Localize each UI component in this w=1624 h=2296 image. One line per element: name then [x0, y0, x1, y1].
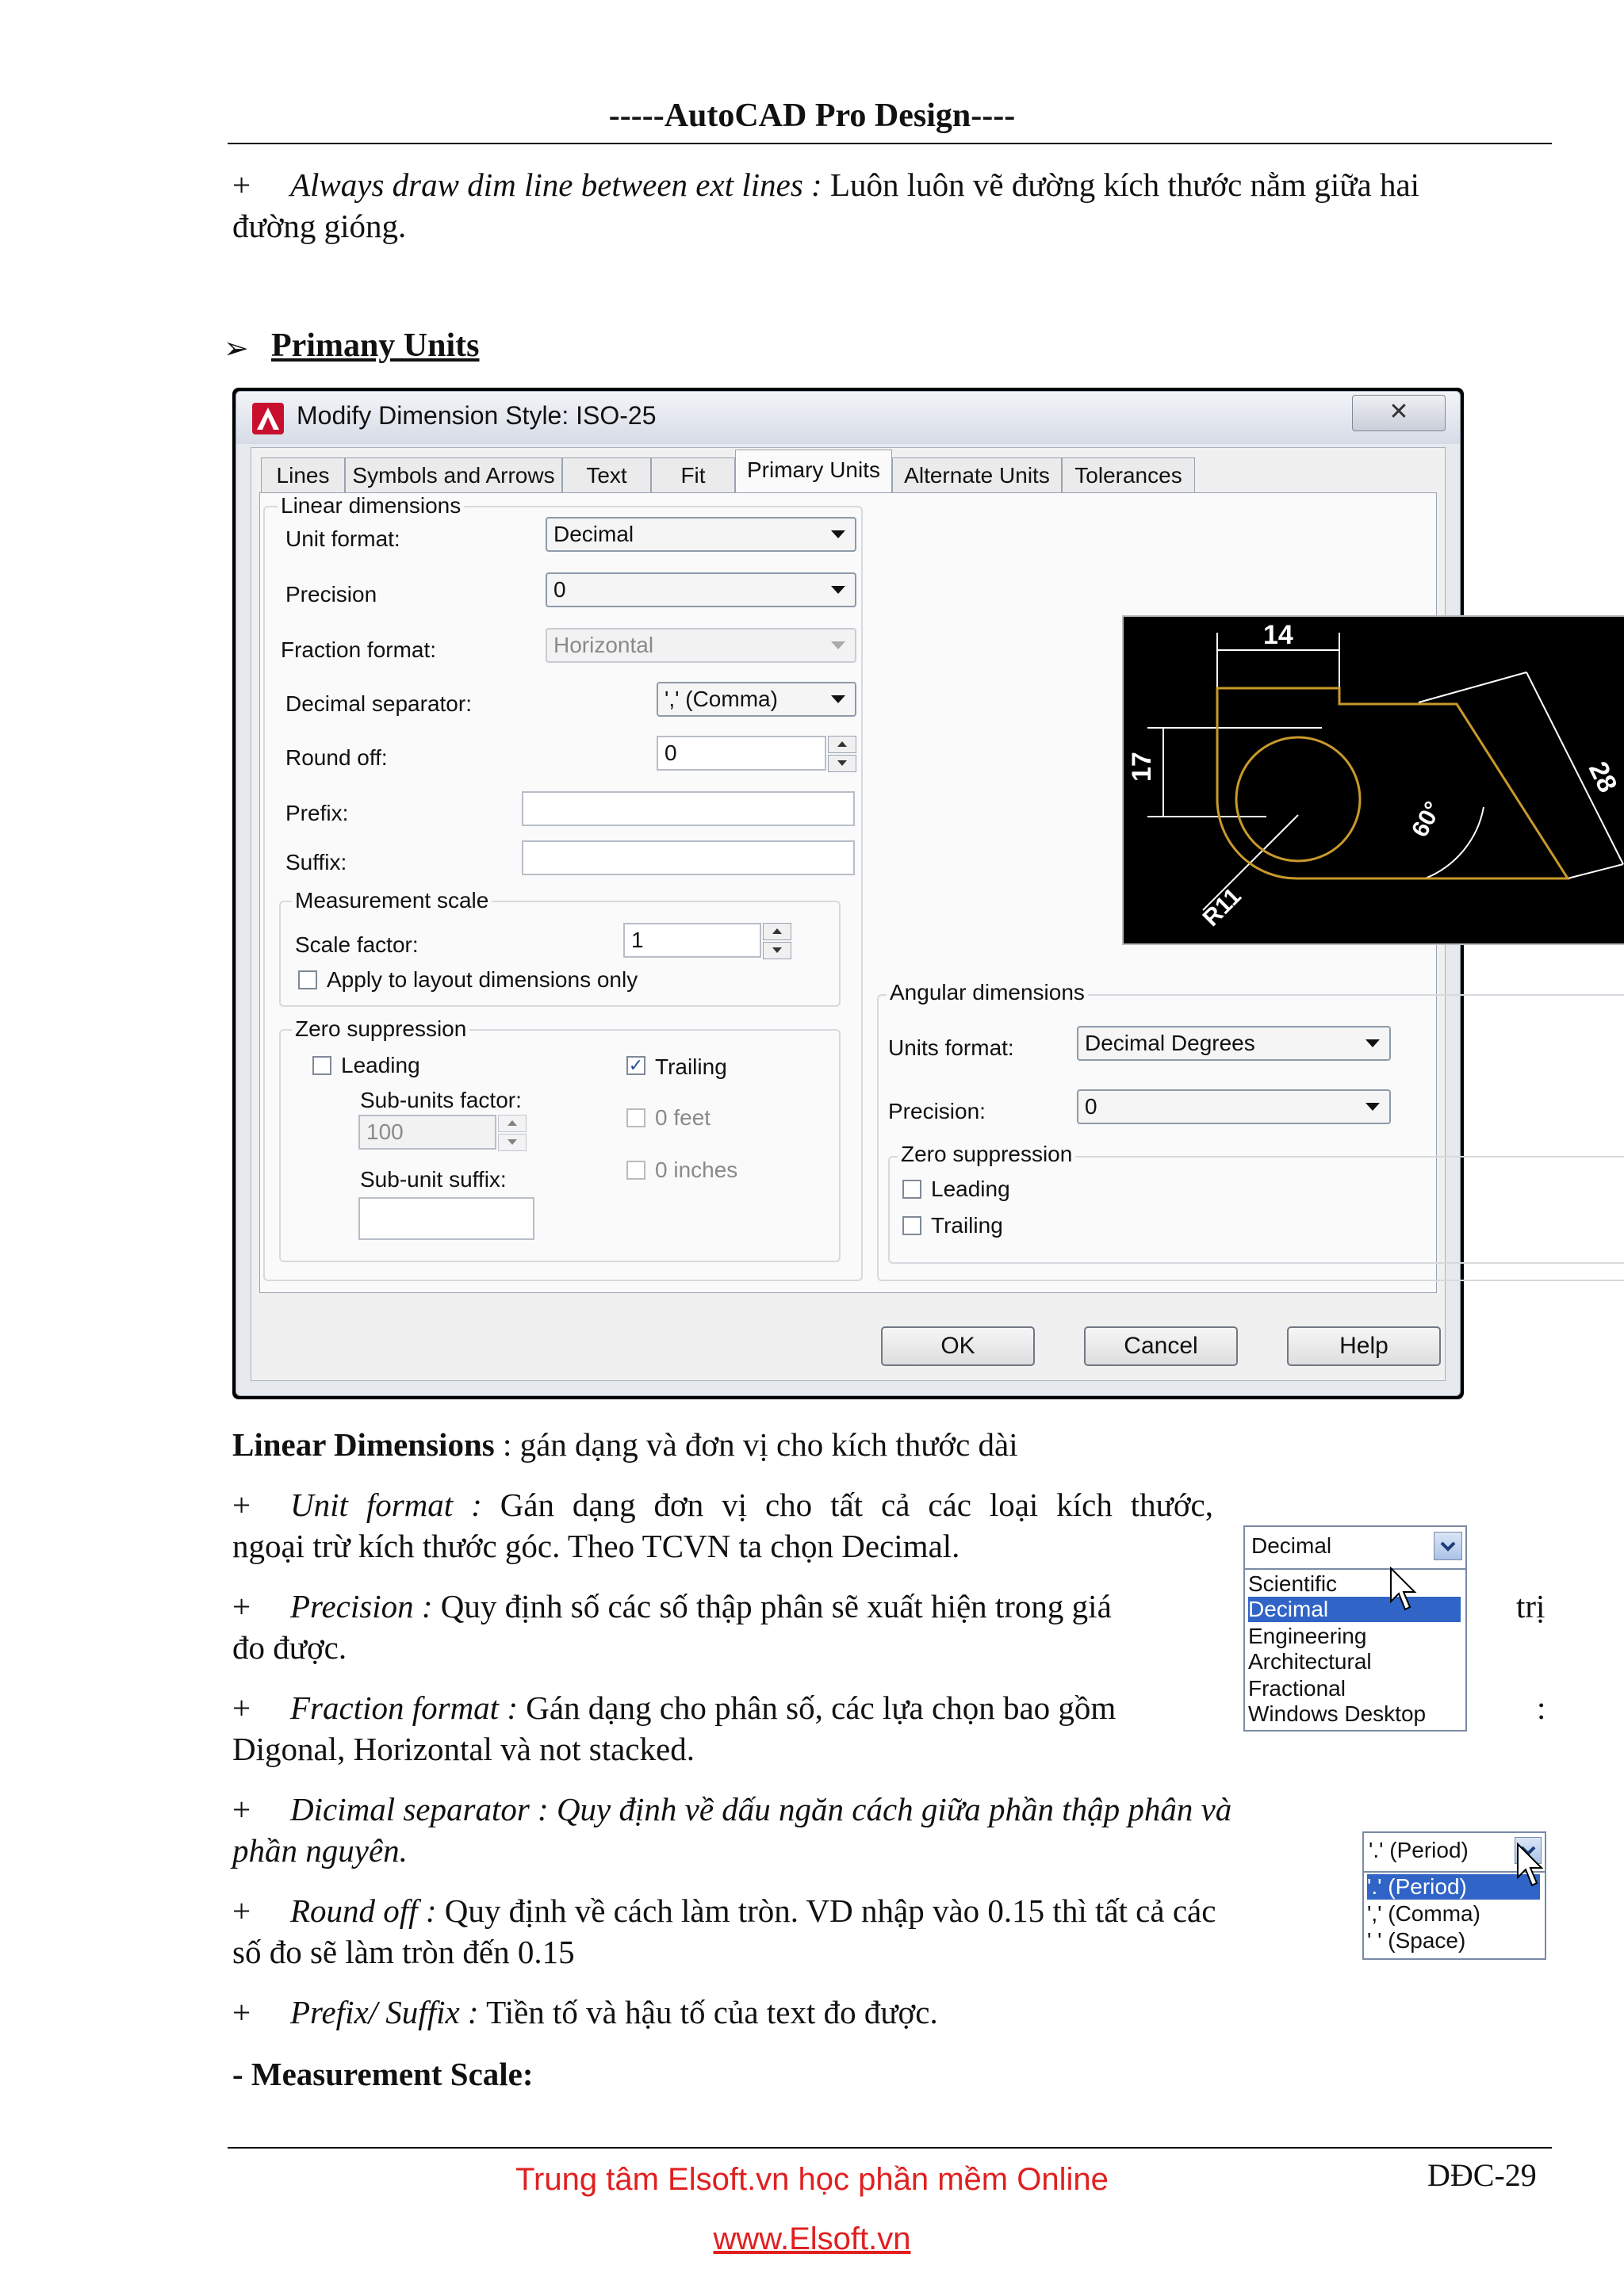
help-button[interactable]: Help	[1287, 1326, 1441, 1366]
item-round-off-line2: số đo sẽ làm tròn đến 0.15	[232, 1934, 575, 1970]
item-fraction-line1	[290, 1687, 1213, 1728]
header-rule	[228, 143, 1552, 144]
unit-format-dropdown-value: Decimal	[1251, 1533, 1332, 1558]
spin-down-icon[interactable]	[828, 755, 856, 772]
item-term: Precision :	[290, 1588, 433, 1624]
scale-factor-spinner[interactable]	[763, 923, 791, 958]
header-title: -----AutoCAD Pro Design----	[608, 98, 1016, 134]
section-marker: ➢	[224, 332, 249, 365]
sub-unit-suffix-label: Sub-unit suffix:	[360, 1167, 507, 1192]
chevron-down-icon	[831, 695, 845, 703]
feet-checkbox[interactable]	[626, 1108, 645, 1127]
measurement-group-title: Measurement scale	[292, 888, 492, 913]
preview-canvas	[1122, 615, 1624, 945]
tab-alternate-units[interactable]: Alternate Units	[892, 457, 1062, 493]
unit-format-label: Unit format:	[285, 526, 400, 551]
inches-label: 0 inches	[655, 1158, 738, 1182]
precision-value: 0	[553, 577, 566, 602]
scale-factor-input[interactable]	[623, 923, 761, 958]
linear-dimensions-line	[232, 1424, 1018, 1465]
section-heading: Primany Units	[271, 327, 480, 364]
item-precision-line2: đo được.	[232, 1629, 347, 1666]
item-term: Prefix/ Suffix :	[290, 1994, 479, 2030]
item-fraction-tail: :	[1537, 1689, 1546, 1726]
measurement-scale-heading: - Measurement Scale:	[232, 2056, 534, 2092]
separator-option-space[interactable]: ' ' (Space)	[1367, 1928, 1466, 1953]
separator-dropdown-value: '.' (Period)	[1369, 1838, 1469, 1862]
intro-line1	[290, 164, 1548, 205]
suffix-input[interactable]	[522, 840, 855, 875]
spin-down-icon[interactable]	[498, 1134, 527, 1151]
item-unit-format-line1	[290, 1484, 1213, 1525]
item-decimal-line1	[290, 1789, 1337, 1830]
dialog-frame	[236, 391, 1623, 1396]
item-term: Fraction format :	[290, 1689, 518, 1726]
autocad-logo-icon	[252, 403, 284, 434]
sub-units-label: Sub-units factor:	[360, 1088, 522, 1112]
spin-up-icon[interactable]	[763, 923, 791, 940]
trailing-checkbox[interactable]: ✓	[626, 1056, 645, 1075]
linear-group-title: Linear dimensions	[278, 493, 464, 519]
round-off-spinner[interactable]	[828, 736, 856, 771]
footer-rule	[228, 2147, 1552, 2149]
mouse-cursor-icon	[1515, 1843, 1546, 1890]
ok-button[interactable]: OK	[881, 1326, 1035, 1366]
unit-option-engineering[interactable]: Engineering	[1248, 1624, 1367, 1648]
unit-option-decimal[interactable]: Decimal	[1248, 1597, 1461, 1622]
item-text: Tiền tố và hậu tố của text đo được.	[486, 1994, 938, 2030]
feet-label: 0 feet	[655, 1105, 711, 1130]
item-decimal-line2: phần nguyên.	[232, 1832, 408, 1869]
round-off-value: 0	[665, 740, 677, 765]
preview-dim-right: 28	[1582, 756, 1623, 798]
prefix-input[interactable]	[522, 791, 855, 826]
scale-factor-value: 1	[631, 928, 644, 952]
separator-option-period[interactable]: '.' (Period)	[1367, 1874, 1540, 1900]
apply-layout-checkbox[interactable]	[298, 970, 317, 989]
angular-trailing-checkbox[interactable]	[902, 1216, 921, 1235]
unit-format-options	[1243, 1568, 1467, 1732]
intro-term: Always draw dim line between ext lines :	[290, 166, 822, 203]
chevron-down-icon	[831, 586, 845, 594]
round-off-input[interactable]	[657, 736, 826, 771]
angular-precision-value: 0	[1085, 1094, 1097, 1119]
page-number: DĐC-29	[1427, 2157, 1537, 2193]
item-text: Quy định số các số thập phân sẽ xuất hiện trong giá	[440, 1588, 1112, 1624]
separator-option-comma[interactable]: ',' (Comma)	[1367, 1901, 1480, 1926]
unit-format-dropdown[interactable]	[1243, 1525, 1467, 1570]
intro-text-1: Luôn luôn vẽ đường kích thước nằm giữa hai	[829, 166, 1420, 203]
angular-units-select[interactable]	[1077, 1026, 1391, 1061]
tab-tolerances[interactable]: Tolerances	[1062, 457, 1195, 493]
unit-option-scientific[interactable]: Scientific	[1248, 1571, 1338, 1596]
angular-precision-select[interactable]	[1077, 1089, 1391, 1124]
preview-radius: R11	[1197, 882, 1247, 932]
prefix-label: Prefix:	[285, 801, 349, 825]
chevron-down-icon	[831, 641, 845, 649]
angular-group-title: Angular dimensions	[887, 980, 1088, 1005]
tab-symbols-arrows[interactable]: Symbols and Arrows	[345, 457, 562, 493]
decimal-separator-label: Decimal separator:	[285, 691, 472, 716]
angular-zero-group	[888, 1156, 1624, 1264]
item-bullet: +	[232, 1994, 251, 2030]
item-precision-line1	[290, 1586, 1213, 1627]
footer-center: Trung tâm Elsoft.vn học phần mềm Online	[515, 2162, 1109, 2197]
sub-units-spinner[interactable]	[498, 1115, 527, 1150]
dimension-style-dialog	[232, 388, 1623, 1399]
chevron-down-icon[interactable]	[1434, 1532, 1462, 1560]
leading-label: Leading	[341, 1053, 420, 1077]
tab-fit[interactable]: Fit	[651, 457, 735, 493]
item-bullet: +	[232, 1689, 251, 1726]
item-term: Unit format :	[290, 1487, 482, 1523]
tab-text[interactable]: Text	[562, 457, 651, 493]
item-text: Quy định về cách làm tròn. VD nhập vào 0.15 thì tất cả các	[444, 1892, 1216, 1929]
item-text: Gán dạng đơn vị cho tất cả các loại kích thước,	[500, 1487, 1213, 1523]
dialog-title: Modify Dimension Style: ISO-25	[297, 401, 657, 430]
unit-option-windows-desktop[interactable]: Windows Desktop	[1248, 1701, 1427, 1726]
item-fraction-line2: Digonal, Horizontal và not stacked.	[232, 1731, 695, 1767]
item-prefix-suffix-line1	[290, 1992, 938, 2033]
dialog-body	[251, 447, 1623, 1381]
unit-format-select[interactable]	[546, 517, 856, 552]
chevron-down-icon	[1365, 1039, 1380, 1047]
linear-dimensions-heading: Linear Dimensions	[232, 1426, 495, 1463]
precision-label: Precision	[285, 582, 377, 607]
trailing-label: Trailing	[655, 1054, 727, 1079]
close-button[interactable]: ✕	[1352, 395, 1446, 431]
item-bullet: +	[232, 1791, 251, 1827]
round-off-label: Round off:	[285, 745, 388, 770]
item-term: Dicimal separator : Quy định về dấu ngăn cách giữa phần thập phân và	[290, 1791, 1232, 1827]
unit-option-architectural[interactable]: Architectural	[1248, 1649, 1372, 1674]
angular-units-label: Units format:	[888, 1035, 1014, 1060]
zero-suppression-title: Zero suppression	[292, 1016, 469, 1042]
preview-angle: 60°	[1407, 797, 1447, 842]
item-term: Round off :	[290, 1892, 437, 1929]
fraction-format-value: Horizontal	[553, 633, 654, 657]
linear-dimensions-text: : gán dạng và đơn vị cho kích thước dài	[502, 1426, 1018, 1463]
tab-panel	[259, 492, 1623, 1293]
decimal-separator-select[interactable]	[657, 682, 856, 717]
scale-factor-label: Scale factor:	[295, 932, 419, 957]
chevron-down-icon	[831, 530, 845, 538]
preview-dim-left: 17	[1127, 752, 1157, 782]
unit-option-fractional[interactable]: Fractional	[1248, 1676, 1346, 1701]
angular-units-value: Decimal Degrees	[1085, 1031, 1255, 1055]
angular-leading-label: Leading	[931, 1177, 1010, 1201]
tab-primary-units[interactable]: Primary Units	[735, 450, 892, 495]
spin-up-icon[interactable]	[828, 736, 856, 753]
angular-zero-title: Zero suppression	[898, 1142, 1075, 1167]
item-unit-format-line2: ngoại trừ kích thước góc. Theo TCVN ta chọn Decimal.	[232, 1528, 960, 1564]
sub-units-value: 100	[366, 1119, 404, 1144]
fraction-format-label: Fraction format:	[281, 637, 437, 662]
spin-down-icon[interactable]	[763, 942, 791, 959]
cancel-button[interactable]: Cancel	[1084, 1326, 1238, 1366]
intro-line2: đường gióng.	[232, 208, 407, 244]
item-precision-tail: trị	[1516, 1588, 1545, 1624]
item-bullet: +	[232, 1588, 251, 1624]
item-text: Gán dạng cho phân số, các lựa chọn bao gồm	[526, 1689, 1116, 1726]
item-round-off-line1	[290, 1890, 1337, 1931]
suffix-label: Suffix:	[285, 850, 347, 874]
fraction-format-select[interactable]	[546, 628, 856, 663]
apply-layout-label: Apply to layout dimensions only	[327, 967, 638, 992]
preview-drawing	[1124, 617, 1624, 943]
leading-checkbox[interactable]	[312, 1056, 331, 1075]
mouse-cursor-icon	[1388, 1567, 1419, 1614]
precision-select[interactable]	[546, 572, 856, 607]
sub-unit-suffix-input[interactable]	[358, 1197, 534, 1240]
unit-format-value: Decimal	[553, 522, 634, 546]
chevron-down-icon	[1365, 1103, 1380, 1111]
preview-dim-top: 14	[1263, 620, 1293, 650]
item-bullet: +	[232, 1487, 251, 1523]
sub-units-input[interactable]	[358, 1115, 496, 1150]
dialog-titlebar[interactable]	[236, 392, 1460, 444]
tab-lines[interactable]: Lines	[261, 457, 345, 493]
item-bullet: +	[232, 1892, 251, 1929]
inches-checkbox[interactable]	[626, 1161, 645, 1180]
spin-up-icon[interactable]	[498, 1115, 527, 1132]
angular-leading-checkbox[interactable]	[902, 1180, 921, 1199]
footer-url-link[interactable]: www.Elsoft.vn	[713, 2221, 911, 2256]
angular-trailing-label: Trailing	[931, 1213, 1003, 1238]
intro-bullet: +	[232, 166, 251, 203]
angular-precision-label: Precision:	[888, 1099, 986, 1123]
decimal-separator-value: ',' (Comma)	[665, 687, 778, 711]
